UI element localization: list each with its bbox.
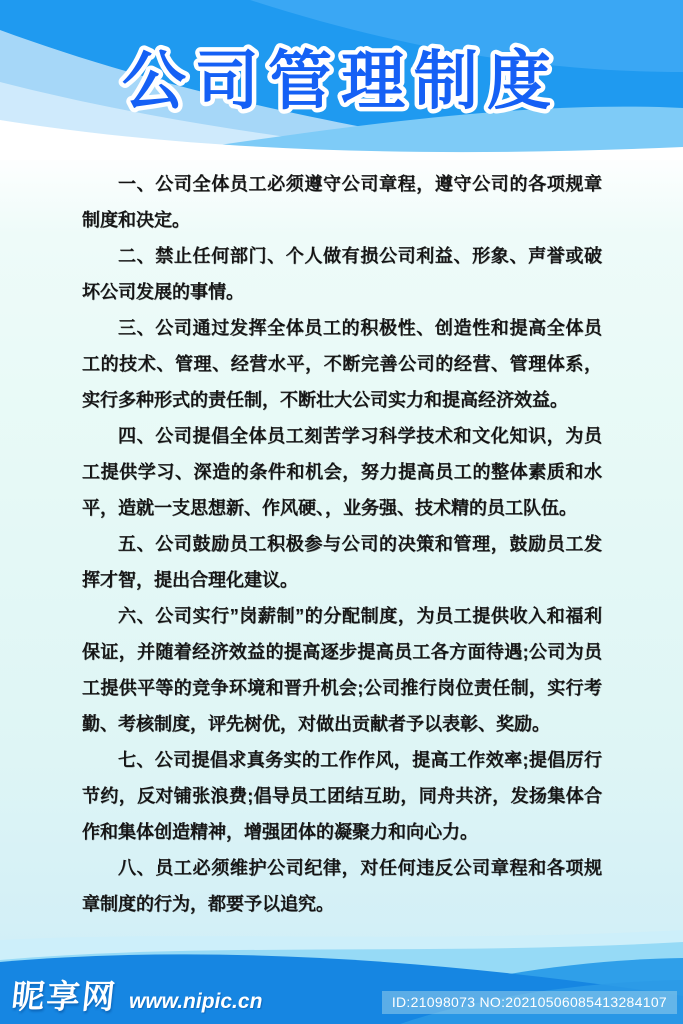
nipic-logo <box>9 971 263 1018</box>
rule-item-3: 三、公司通过发挥全体员工的积极性、创造性和提高全体员工的技术、管理、经营水平，不断完善公司的经营、管理体系，实行多种形式的责任制，不断壮大公司实力和提高经济效益。 <box>82 318 602 410</box>
title-graphic <box>0 0 683 150</box>
image-id-badge: ID:21098073 NO:20210506085413284107 <box>382 991 677 1014</box>
rule-item-5: 五、公司鼓励员工积极参与公司的决策和管理，鼓励员工发挥才智，提出合理化建议。 <box>82 534 602 590</box>
rule-item-1: 一、公司全体员工必须遵守公司章程，遵守公司的各项规章制度和决定。 <box>82 174 602 230</box>
header-banner <box>0 0 683 160</box>
rule-item-8: 八、员工必须维护公司纪律，对任何违反公司章程和各项规章制度的行为，都要予以追究。 <box>82 858 602 914</box>
page-title: 公司管理制度 <box>122 45 560 117</box>
rule-item-2: 二、禁止任何部门、个人做有损公司利益、形象、声誉或破坏公司发展的事情。 <box>82 246 602 302</box>
rule-item-6: 六、公司实行”岗薪制”的分配制度，为员工提供收入和福利保证，并随着经济效益的提高逐步提高员工各方面待遇;公司为员工提供平等的竞争环境和晋升机会;公司推行岗位责任制，实行考勤、考核制度，评先树优，对做出贡献者予以表彰、奖励。 <box>82 606 602 734</box>
site-url: www.nipic.cn <box>129 990 263 1013</box>
rules-list <box>82 166 602 922</box>
footer-banner <box>0 930 683 1024</box>
rule-item-4: 四、公司提倡全体员工刻苦学习科学技术和文化知识，为员工提供学习、深造的条件和机会，努力提高员工的整体素质和水平，造就一支思想新、作风硬、，业务强、技术精的员工队伍。 <box>82 426 602 518</box>
site-name: 昵享网 <box>9 978 119 1015</box>
rule-item-7: 七、公司提倡求真务实的工作作风，提高工作效率;提倡厉行节约，反对铺张浪费;倡导员工团结互助，同舟共济，发扬集体合作和集体创造精神，增强团体的凝聚力和向心力。 <box>82 750 602 842</box>
